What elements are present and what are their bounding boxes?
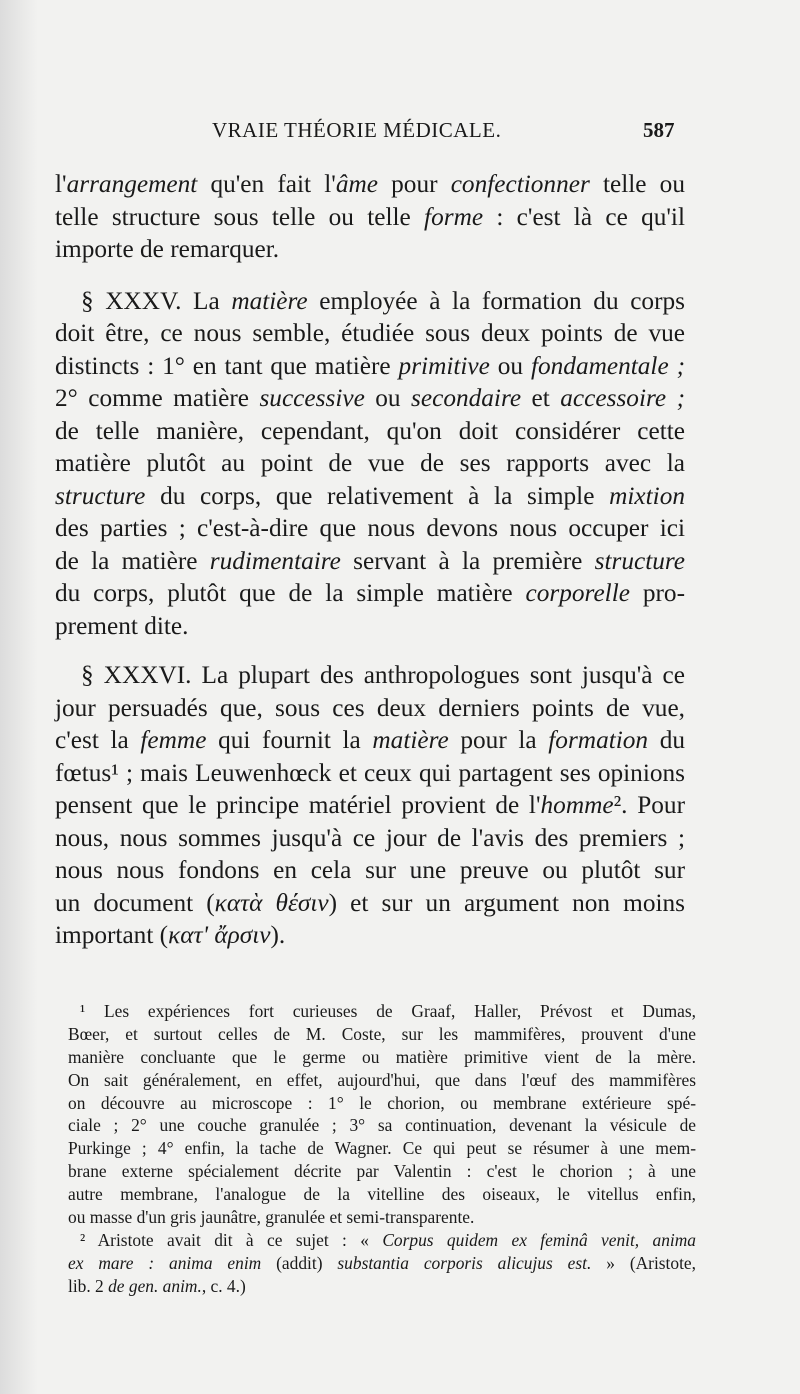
text-run: qu'en fait l'	[197, 170, 336, 198]
text-line	[68, 1046, 696, 1069]
text-line	[68, 1206, 696, 1229]
paragraph-section-xxxv	[55, 285, 685, 643]
text-line	[55, 887, 685, 920]
text-line	[68, 1092, 696, 1115]
text-run: du corps, plutôt que de la simple matière	[55, 579, 526, 607]
footnote-2	[68, 1229, 696, 1298]
text-run: de telle manière, cependant, qu'on doit considérer cette	[55, 416, 685, 445]
text-line	[55, 692, 685, 725]
text-line	[68, 1023, 696, 1046]
text-run: nous nous fondons en cela sur une preuve ou plutôt sur	[55, 856, 685, 884]
text-run: on découvre au microscope : 1° le chorion, ou membrane extérieure spé-	[68, 1092, 696, 1113]
italic-run: formation	[548, 726, 649, 754]
text-run: Purkinge ; 4° enfin, la tache de Wagner. Ce qui peut se résumer à une mem-	[68, 1138, 696, 1159]
text-run: fœtus¹ ; mais Leuwenhœck et ceux qui partagent ses opinions	[55, 758, 685, 787]
text-run: pro-	[629, 579, 685, 607]
text-run: lib. 2	[68, 1275, 109, 1296]
paragraph-continuation	[55, 168, 685, 266]
text-run: qui fournit la	[206, 726, 373, 754]
text-run: du corps, que relativement à la simple	[145, 481, 610, 510]
text-line	[68, 1252, 696, 1275]
italic-run: femme	[140, 726, 207, 754]
text-line	[55, 415, 685, 448]
text-line	[55, 577, 685, 610]
text-run: manière concluante que le germe ou matière primitive vient de la mère.	[68, 1046, 696, 1067]
text-run: , c. 4.)	[201, 1275, 246, 1296]
scan-shadow	[0, 0, 38, 1394]
text-run: ou	[364, 384, 412, 412]
italic-run: secondaire	[411, 384, 522, 412]
italic-run: de gen. anim.	[108, 1275, 202, 1296]
text-run: ) et sur un argument non moins	[328, 888, 685, 917]
italic-run: arrangement	[66, 170, 198, 198]
text-run: autre membrane, l'analogue de la vitelline des oiseaux, le vitellus enfin,	[68, 1184, 696, 1205]
text-run: ciale ; 2° une couche granulée ; 3° sa continuation, devenant la vésicule de	[68, 1115, 696, 1136]
text-run: de la matière	[55, 546, 210, 575]
text-run: ¹ Les expériences fort curieuses de Graaf, Haller, Prévost et Dumas,	[80, 1001, 696, 1021]
italic-run: primitive	[398, 351, 490, 380]
italic-run: ex mare : anima enim	[68, 1252, 262, 1273]
italic-run: rudimentaire	[209, 546, 341, 575]
text-run: servant à la première	[340, 546, 595, 575]
body-text	[55, 168, 685, 952]
italic-run: structure	[55, 481, 146, 510]
text-line	[55, 233, 685, 266]
text-line	[55, 480, 685, 513]
text-run: (addit)	[261, 1252, 338, 1273]
text-run: 2° comme matière	[55, 384, 260, 412]
text-run: § XXXV. La	[81, 286, 232, 315]
text-line	[55, 201, 685, 234]
text-line	[68, 1000, 696, 1023]
text-line	[68, 1160, 696, 1183]
italic-run: successive	[259, 384, 365, 412]
text-line	[68, 1137, 696, 1160]
text-run: prement dite.	[55, 611, 189, 640]
text-run: telle ou	[589, 170, 685, 198]
text-run: brane externe spécialement décrite par Valentin : c'est le chorion ; à une	[68, 1161, 696, 1182]
italic-run: mixtion	[609, 481, 685, 510]
text-line	[55, 512, 685, 545]
text-run: pensent que le principe matériel provient de l'	[55, 791, 541, 819]
text-run: c'est la	[55, 726, 141, 754]
text-line	[68, 1229, 696, 1252]
italic-run: κατὰ θέσιν	[214, 888, 329, 917]
italic-run: κατ' ἄρσιν	[168, 921, 271, 949]
text-run: important (	[55, 921, 169, 949]
text-run: § XXXVI. La plupart des anthropologues sont jusqu'à ce	[81, 661, 685, 689]
text-line	[55, 168, 685, 201]
text-run: pour	[377, 170, 451, 198]
text-run: ² Aristote avait dit à ce sujet : «	[80, 1229, 383, 1250]
text-run: distincts : 1° en tant que matière	[55, 351, 399, 380]
text-line	[68, 1183, 696, 1206]
text-line	[55, 545, 685, 578]
text-run: ou masse d'un gris jaunâtre, granulée et semi-transparente.	[68, 1207, 475, 1228]
text-line	[55, 610, 685, 643]
text-line	[55, 382, 685, 415]
italic-run: matière	[372, 726, 449, 754]
text-run: importe de remarquer.	[55, 235, 280, 263]
text-line	[55, 659, 685, 692]
text-run: matière plutôt au point de vue de ses rapports avec la	[55, 449, 685, 477]
text-run: Bœer, et surtout celles de M. Coste, sur les mammifères, prouvent d'une	[68, 1023, 696, 1044]
text-run: l'	[55, 170, 67, 198]
italic-run: accessoire ;	[560, 384, 685, 412]
italic-run: substantia corporis alicujus est.	[337, 1252, 592, 1273]
text-run: doit être, ce nous semble, étudiée sous deux points de vue	[55, 319, 685, 347]
text-line	[68, 1069, 696, 1092]
footnotes	[68, 1000, 696, 1298]
text-run: jour persuadés que, sous ces deux derniers points de vue,	[55, 693, 685, 722]
italic-run: âme	[335, 170, 378, 198]
text-run: : c'est là ce qu'il	[483, 202, 685, 231]
text-run: du	[648, 726, 686, 754]
text-run: ². Pour	[613, 791, 685, 819]
text-run: des parties ; c'est-à-dire que nous devons nous occuper ici	[55, 514, 685, 542]
italic-run: forme	[424, 202, 484, 231]
text-run: employée à la formation du corps	[307, 286, 685, 315]
italic-run: corporelle	[525, 579, 630, 607]
running-header	[0, 118, 800, 148]
italic-run: confectionner	[450, 170, 590, 198]
running-title: VRAIE THÉORIE MÉDICALE.	[212, 118, 502, 142]
text-line	[55, 919, 685, 952]
text-line	[55, 789, 685, 822]
text-run: pour la	[448, 726, 549, 754]
text-line	[55, 757, 685, 790]
text-line	[68, 1114, 696, 1137]
italic-run: matière	[231, 286, 308, 315]
text-line	[55, 317, 685, 350]
italic-run: structure	[594, 546, 686, 575]
text-run: telle structure sous telle ou telle	[55, 202, 425, 231]
text-run: ).	[270, 921, 286, 949]
footnote-1	[68, 1000, 696, 1229]
italic-run: homme	[540, 791, 614, 819]
text-line	[55, 724, 685, 757]
paragraph-section-xxxvi	[55, 659, 685, 952]
text-line	[55, 350, 685, 383]
text-line	[55, 854, 685, 887]
text-run: On sait généralement, en effet, aujourd'hui, que dans l'œuf des mammifères	[68, 1069, 696, 1090]
italic-run: Corpus quidem ex feminâ venit, anima	[382, 1229, 697, 1250]
text-line	[55, 447, 685, 480]
text-run: un document (	[55, 888, 215, 917]
page-number: 587	[643, 118, 675, 142]
text-run: et	[521, 384, 561, 412]
text-line	[55, 285, 685, 318]
text-run: nous, nous sommes jusqu'à ce jour de l'avis des premiers ;	[55, 823, 685, 852]
italic-run: fondamentale ;	[530, 351, 685, 380]
text-run: ou	[489, 351, 531, 380]
text-line	[68, 1275, 696, 1298]
text-line	[55, 822, 685, 855]
text-run: » (Aristote,	[591, 1252, 696, 1273]
